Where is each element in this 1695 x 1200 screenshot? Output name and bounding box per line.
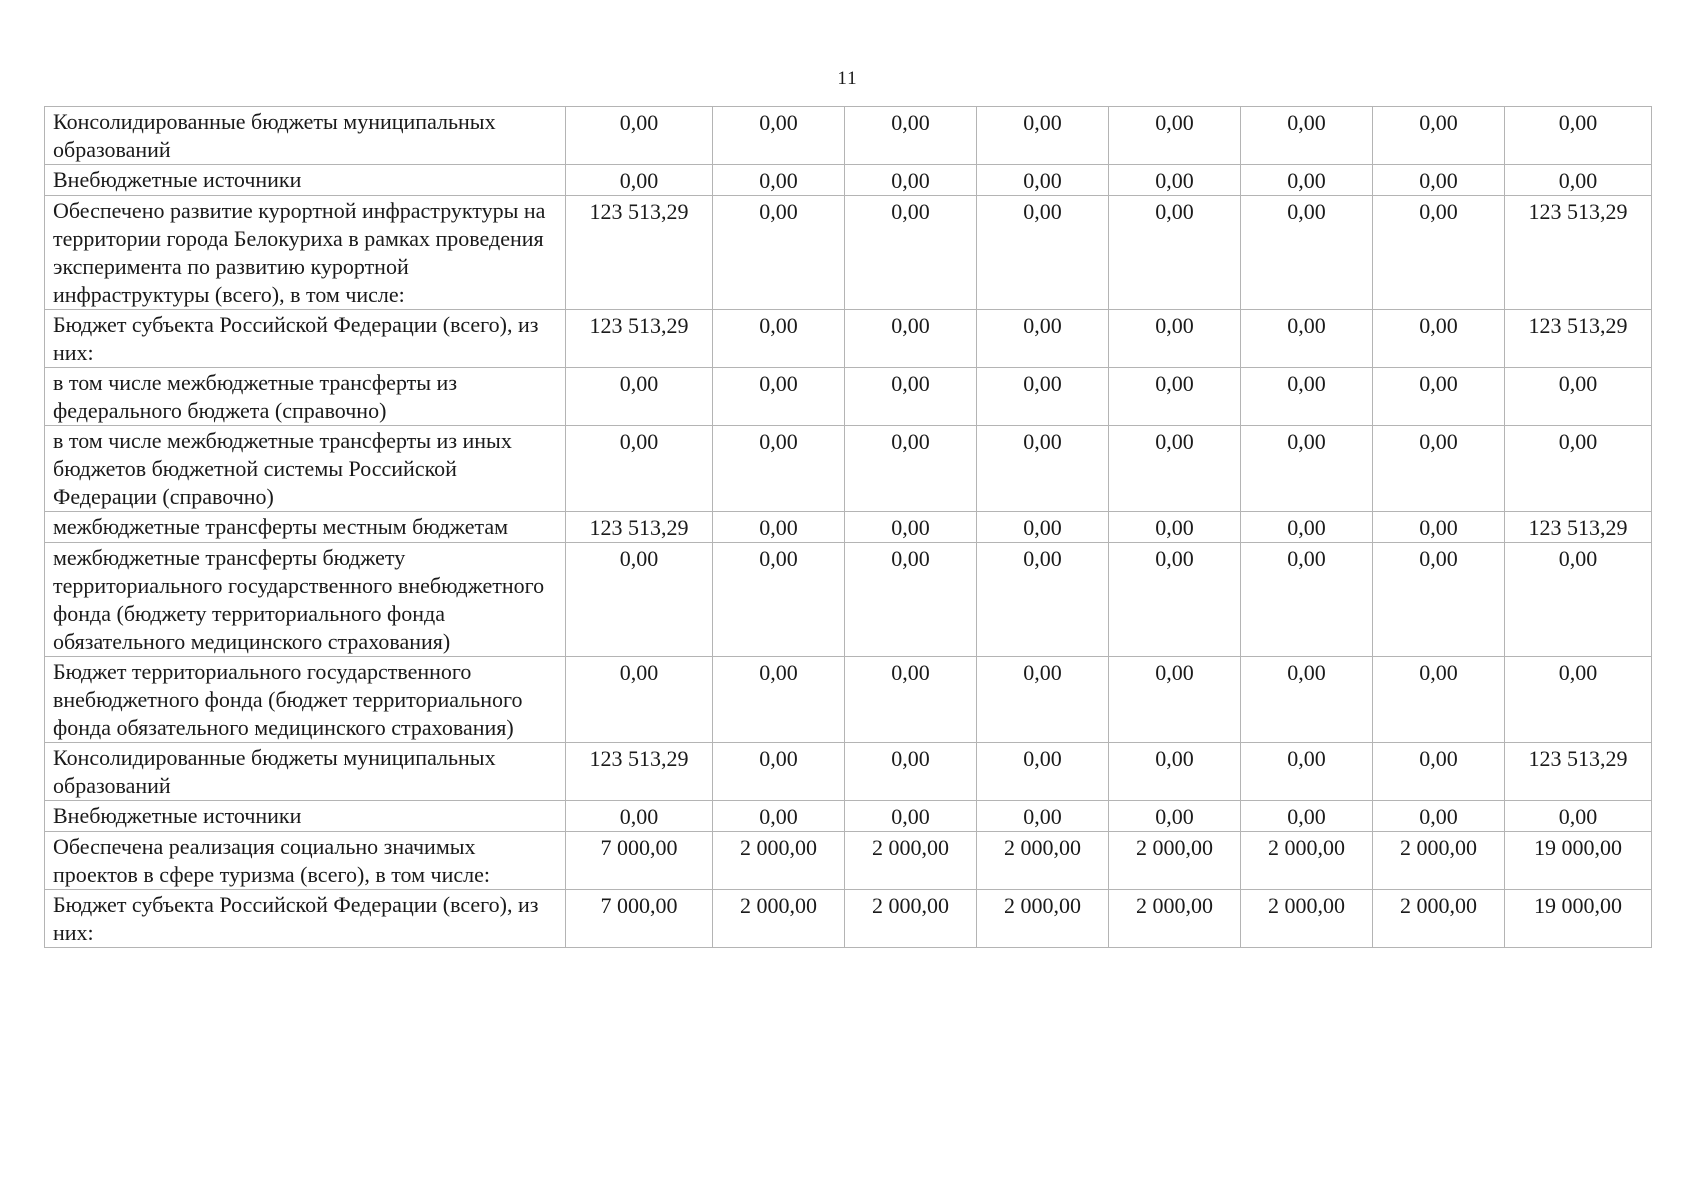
- value-cell: 0,00: [1241, 165, 1373, 196]
- row-label: в том числе межбюджетные трансферты из федерального бюджета (справочно): [45, 368, 566, 426]
- value-cell: 0,00: [1373, 512, 1505, 543]
- row-label: Консолидированные бюджеты муниципальных образований: [45, 743, 566, 801]
- value-cell: 0,00: [1109, 165, 1241, 196]
- row-label: Внебюджетные источники: [45, 165, 566, 196]
- value-cell: 123 513,29: [1505, 512, 1652, 543]
- value-cell: 0,00: [1109, 512, 1241, 543]
- value-cell: 0,00: [977, 543, 1109, 657]
- value-cell: 0,00: [1109, 743, 1241, 801]
- table-row: [45, 801, 1652, 832]
- value-cell: 0,00: [1373, 426, 1505, 512]
- value-cell: 0,00: [977, 368, 1109, 426]
- value-cell: 2 000,00: [845, 832, 977, 890]
- value-cell: 0,00: [1109, 368, 1241, 426]
- value-cell: 0,00: [977, 310, 1109, 368]
- row-label: в том числе межбюджетные трансферты из иных бюджетов бюджетной системы Российской Федерации (справочно): [45, 426, 566, 512]
- value-cell: 0,00: [566, 657, 713, 743]
- value-cell: 2 000,00: [1109, 832, 1241, 890]
- row-label: Бюджет территориального государственного внебюджетного фонда (бюджет территориального фонда обязательного медицинского страхования): [45, 657, 566, 743]
- value-cell: 0,00: [713, 801, 845, 832]
- value-cell: 123 513,29: [1505, 310, 1652, 368]
- value-cell: 0,00: [713, 310, 845, 368]
- value-cell: 2 000,00: [713, 890, 845, 948]
- value-cell: 0,00: [1109, 801, 1241, 832]
- value-cell: 0,00: [845, 368, 977, 426]
- value-cell: 0,00: [566, 426, 713, 512]
- table-body: [45, 107, 1652, 948]
- value-cell: 0,00: [1373, 310, 1505, 368]
- value-cell: 2 000,00: [845, 890, 977, 948]
- value-cell: 0,00: [1505, 426, 1652, 512]
- value-cell: 0,00: [713, 368, 845, 426]
- value-cell: 0,00: [1373, 196, 1505, 310]
- table-row: [45, 426, 1652, 512]
- value-cell: 0,00: [845, 543, 977, 657]
- value-cell: 0,00: [1241, 368, 1373, 426]
- value-cell: 0,00: [1505, 368, 1652, 426]
- value-cell: 0,00: [1241, 310, 1373, 368]
- table-row: [45, 657, 1652, 743]
- value-cell: 0,00: [977, 165, 1109, 196]
- value-cell: 0,00: [1373, 368, 1505, 426]
- value-cell: 0,00: [977, 512, 1109, 543]
- value-cell: 0,00: [1373, 107, 1505, 165]
- value-cell: 0,00: [1373, 543, 1505, 657]
- table-row: [45, 196, 1652, 310]
- value-cell: 19 000,00: [1505, 832, 1652, 890]
- value-cell: 0,00: [1241, 801, 1373, 832]
- value-cell: 0,00: [977, 196, 1109, 310]
- value-cell: 0,00: [1241, 743, 1373, 801]
- value-cell: 0,00: [977, 657, 1109, 743]
- value-cell: 0,00: [977, 743, 1109, 801]
- value-cell: 0,00: [1241, 196, 1373, 310]
- value-cell: 0,00: [1241, 512, 1373, 543]
- value-cell: 0,00: [1109, 196, 1241, 310]
- value-cell: 123 513,29: [566, 310, 713, 368]
- value-cell: 0,00: [845, 512, 977, 543]
- value-cell: 0,00: [845, 657, 977, 743]
- value-cell: 0,00: [713, 543, 845, 657]
- page-number: 11: [837, 68, 858, 89]
- value-cell: 2 000,00: [1241, 832, 1373, 890]
- value-cell: 0,00: [1109, 543, 1241, 657]
- table-row: [45, 543, 1652, 657]
- value-cell: 0,00: [845, 801, 977, 832]
- table-row: [45, 743, 1652, 801]
- value-cell: 123 513,29: [566, 512, 713, 543]
- value-cell: 0,00: [1505, 801, 1652, 832]
- value-cell: 0,00: [1241, 543, 1373, 657]
- value-cell: 0,00: [1505, 657, 1652, 743]
- value-cell: 0,00: [845, 310, 977, 368]
- value-cell: 0,00: [713, 426, 845, 512]
- budget-table: [44, 106, 1652, 948]
- row-label: Консолидированные бюджеты муниципальных образований: [45, 107, 566, 165]
- value-cell: 2 000,00: [977, 832, 1109, 890]
- value-cell: 2 000,00: [977, 890, 1109, 948]
- value-cell: 0,00: [1373, 657, 1505, 743]
- value-cell: 0,00: [1373, 801, 1505, 832]
- value-cell: 0,00: [1505, 107, 1652, 165]
- value-cell: 0,00: [1505, 543, 1652, 657]
- value-cell: 0,00: [977, 426, 1109, 512]
- value-cell: 0,00: [977, 801, 1109, 832]
- row-label: Бюджет субъекта Российской Федерации (всего), из них:: [45, 310, 566, 368]
- value-cell: 0,00: [845, 165, 977, 196]
- value-cell: 2 000,00: [1109, 890, 1241, 948]
- value-cell: 2 000,00: [1373, 832, 1505, 890]
- table-row: [45, 310, 1652, 368]
- table-row: [45, 165, 1652, 196]
- value-cell: 0,00: [1109, 657, 1241, 743]
- row-label: Обеспечена реализация социально значимых проектов в сфере туризма (всего), в том числе:: [45, 832, 566, 890]
- value-cell: 0,00: [566, 801, 713, 832]
- value-cell: 0,00: [1109, 107, 1241, 165]
- value-cell: 123 513,29: [1505, 743, 1652, 801]
- value-cell: 2 000,00: [1373, 890, 1505, 948]
- value-cell: 0,00: [1241, 657, 1373, 743]
- value-cell: 7 000,00: [566, 832, 713, 890]
- value-cell: 0,00: [713, 107, 845, 165]
- value-cell: 0,00: [713, 512, 845, 543]
- value-cell: 0,00: [845, 196, 977, 310]
- row-label: межбюджетные трансферты местным бюджетам: [45, 512, 566, 543]
- value-cell: 0,00: [845, 107, 977, 165]
- value-cell: 0,00: [1373, 165, 1505, 196]
- value-cell: 0,00: [1241, 107, 1373, 165]
- row-label: Бюджет субъекта Российской Федерации (всего), из них:: [45, 890, 566, 948]
- table-row: [45, 368, 1652, 426]
- value-cell: 2 000,00: [713, 832, 845, 890]
- value-cell: 0,00: [566, 165, 713, 196]
- table-row: [45, 890, 1652, 948]
- value-cell: 123 513,29: [566, 743, 713, 801]
- value-cell: 7 000,00: [566, 890, 713, 948]
- value-cell: 0,00: [566, 107, 713, 165]
- value-cell: 0,00: [845, 743, 977, 801]
- value-cell: 0,00: [713, 657, 845, 743]
- value-cell: 0,00: [1241, 426, 1373, 512]
- table-row: [45, 832, 1652, 890]
- value-cell: 0,00: [1505, 165, 1652, 196]
- value-cell: 0,00: [713, 743, 845, 801]
- value-cell: 0,00: [977, 107, 1109, 165]
- table-row: [45, 512, 1652, 543]
- value-cell: 0,00: [713, 196, 845, 310]
- value-cell: 0,00: [1109, 426, 1241, 512]
- value-cell: 0,00: [566, 543, 713, 657]
- value-cell: 123 513,29: [1505, 196, 1652, 310]
- value-cell: 0,00: [566, 368, 713, 426]
- value-cell: 19 000,00: [1505, 890, 1652, 948]
- value-cell: 123 513,29: [566, 196, 713, 310]
- row-label: межбюджетные трансферты бюджету территориального государственного внебюджетного фонда (бюджету территориального фонда обязательного медицинского страхования): [45, 543, 566, 657]
- row-label: Обеспечено развитие курортной инфраструктуры на территории города Белокуриха в рамках проведения эксперимента по развитию курортной инфраструктуры (всего), в том числе:: [45, 196, 566, 310]
- value-cell: 0,00: [1109, 310, 1241, 368]
- value-cell: 2 000,00: [1241, 890, 1373, 948]
- value-cell: 0,00: [845, 426, 977, 512]
- value-cell: 0,00: [1373, 743, 1505, 801]
- value-cell: 0,00: [713, 165, 845, 196]
- table-row: [45, 107, 1652, 165]
- row-label: Внебюджетные источники: [45, 801, 566, 832]
